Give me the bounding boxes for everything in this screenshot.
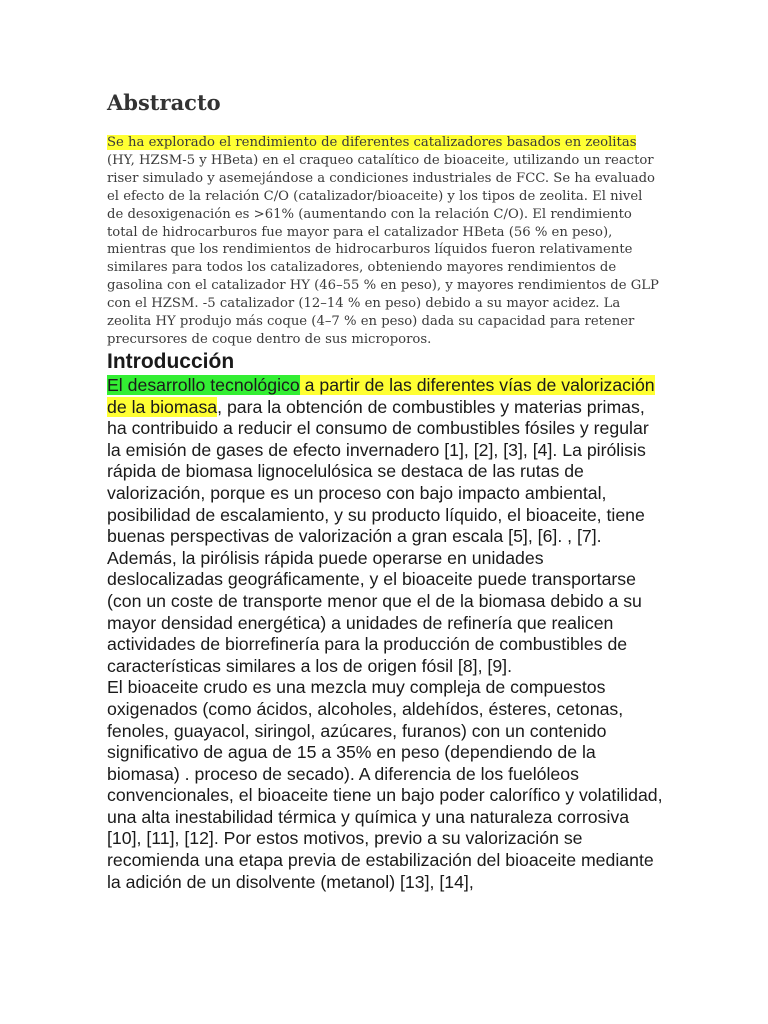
highlight-yellow-phrase: a partir de las diferentes vías de valorización de la biomasa <box>107 375 655 417</box>
abstract-highlighted-sentence: Se ha explorado el rendimiento de diferentes catalizadores basados en zeolitas <box>107 135 637 150</box>
highlight-green-phrase: El desarrollo tecnológico <box>107 375 300 395</box>
introduction-paragraph-1 <box>107 375 663 677</box>
introduction-body <box>107 375 663 893</box>
paragraph-1-text: , para la obtención de combustibles y materias primas, ha contribuido a reducir el consumo de combustibles fósiles y regular la emisión de gases de efecto invernadero [1], [2], [3], [4]. La pirólisis rápida de biomasa lignocelulósica se destaca de las rutas de valorización, porque es un proceso con bajo impacto ambiental, posibilidad de escalamiento, y su producto líquido, el bioaceite, tiene buenas perspectivas de valorización a gran escala [5], [6]. , [7]. Además, la pirólisis rápida puede operarse en unidades deslocalizadas geográficamente, y el bioaceite puede transportarse (con un coste de transporte menor que el de la biomasa debido a su mayor densidad energética) a unidades de refinería que realicen actividades de biorrefinería para la producción de combustibles de características similares a los de origen fósil [8], [9]. <box>107 396 649 676</box>
introduction-heading: Introducción <box>107 350 235 373</box>
abstract-text: (HY, HZSM-5 y HBeta) en el craqueo catalítico de bioaceite, utilizando un reactor riser simulado y asemejándose a condiciones industriales de FCC. Se ha evaluado el efecto de la relación C/O (catalizador/bioaceite) y los tipos de zeolita. El nivel de desoxigenación es >61% (aumentando con la relación C/O). El rendimiento total de hidrocarburos fue mayor para el catalizador HBeta (56 % en peso), mientras que los rendimientos de hidrocarburos líquidos fueron relativamente similares para todos los catalizadores, obteniendo mayores rendimientos de gasolina con el catalizador HY (46–55 % en peso), y mayores rendimientos de GLP con el HZSM. -5 catalizador (12–14 % en peso) debido a su mayor acidez. La zeolita HY produjo más coque (4–7 % en peso) dada su capacidad para retener precursores de coque dentro de sus microporos. <box>107 152 659 347</box>
abstract-paragraph <box>107 134 662 349</box>
introduction-paragraph-2: El bioaceite crudo es una mezcla muy compleja de compuestos oxigenados (como ácidos, alcoholes, aldehídos, ésteres, cetonas, fenoles, guayacol, siringol, azúcares, furanos) con un contenido significativo de agua de 15 a 35% en peso (dependiendo de la biomasa) . proceso de secado). A diferencia de los fuelóleos convencionales, el bioaceite tiene un bajo poder calorífico y volatilidad, una alta inestabilidad térmica y química y una naturaleza corrosiva [10], [11], [12]. Por estos motivos, previo a su valorización se recomienda una etapa previa de estabilización del bioaceite mediante la adición de un disolvente (metanol) [13], [14], <box>107 677 663 892</box>
abstract-heading: Abstracto <box>107 90 221 115</box>
